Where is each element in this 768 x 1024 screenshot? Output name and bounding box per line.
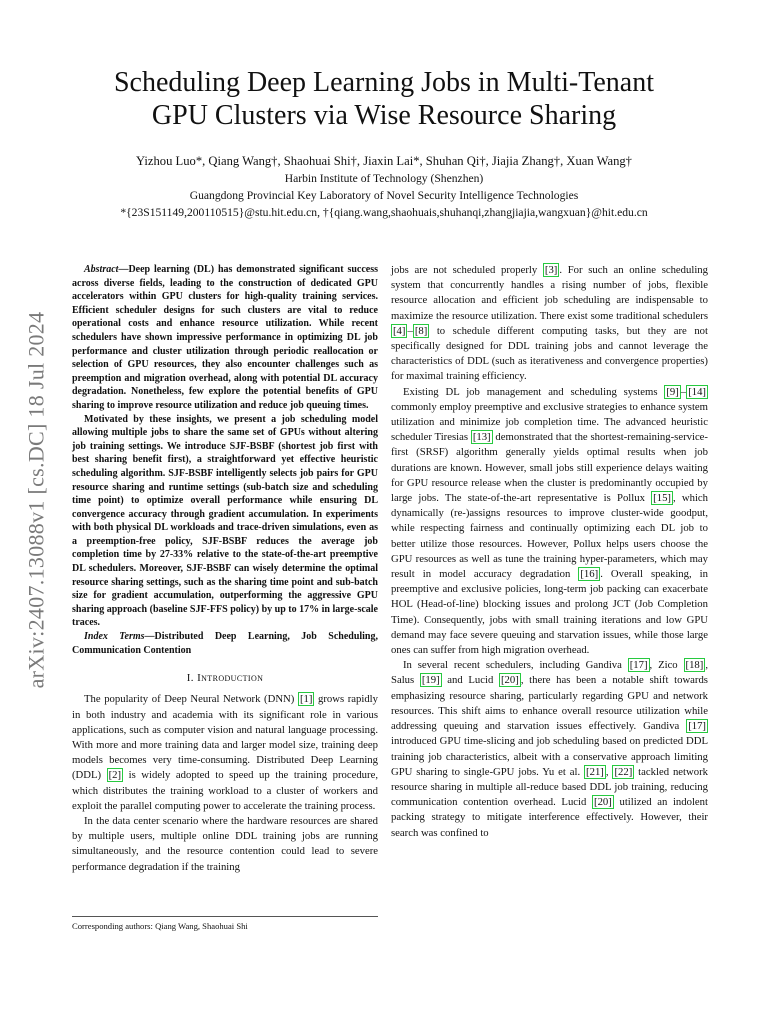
paper-title (60, 66, 708, 132)
intro-paragraph-2: In the data center scenario where the hardware resources are shared by multiple users, multiple online DDL training jobs are running simultaneously, and the resource contention could lead to severe performance degradation if the training (72, 815, 378, 873)
citation-link[interactable]: [3] (544, 264, 558, 276)
intro-paragraph-1: The popularity of Deep Neural Network (DNN) [1] grows rapidly in both industry and academia with its significant role in various applications, such as computer vision and natural language processing. With more and more training data and larger model size, training deep models becomes very time-consuming. Distributed Deep Learning (DDL) [2] is widely adopted to speed up the training procedure, which distributes the training workload to a cluster of workers and exploit the parallel computing power to accelerate the training process. (72, 693, 378, 812)
citation-link[interactable]: [18] (685, 659, 704, 672)
citation-link[interactable]: [16] (580, 568, 599, 581)
intro-paragraph-continued: jobs are not scheduled properly [3] . For such an online scheduling system that concurrently handles a rising number of jobs, flexible resource allocation and efficient job scheduling are indispensable to maximize the resource utilization. There exist some traditional schedulers [4] – [8] to schedule different computing tasks, but they are not specifically designed for DDL training jobs and cannot leverage the characteristics of DDL (such as iterativeness and convergence properties) for maximal training efficiency. (391, 264, 708, 383)
citation-link[interactable]: [13] (472, 431, 491, 444)
arxiv-identifier[interactable]: arXiv:2407.13088v1 [cs.DC] 18 Jul 2024 (23, 311, 49, 689)
title-line-1: Scheduling Deep Learning Jobs in Multi-Tenant (113, 67, 655, 98)
author-emails: *{23S151149,200110515}@stu.hit.edu.cn, †{qiang.wang,shaohuais,shuhanqi,zhangjiajia,wangxuan}@hit.edu.cn (120, 206, 648, 219)
citation-link[interactable]: [20] (501, 674, 519, 687)
citation-link[interactable]: [19] (421, 674, 440, 687)
abstract-label: Abstract (84, 264, 119, 275)
abstract (72, 263, 378, 657)
citation-link[interactable]: [4] (393, 324, 406, 337)
affiliation-1: Harbin Institute of Technology (Shenzhen) (284, 172, 484, 185)
abstract-paragraph-2: Motivated by these insights, we present a job scheduling model allowing multiple jobs to share the same set of GPUs without altering job training settings. We introduce SJF-BSBF (shortest job first with best sharing benefit first), a straightforward yet effective heuristic scheduling algorithm. SJF-BSBF intelligently selects job pairs for GPU resource sharing and runtime settings (sub-batch size and scheduling time point) to optimize overall performance while ensuring DL convergence accuracy through gradient accumulation. In experiments with both physical DL workloads and trace-driven simulations, even as a preemption-free policy, SJF-BSBF reduces the average job completion time by 27-33% relative to the state-of-the-art preemptive DL schedulers. Moreover, SJF-BSBF can wisely determine the optimal resource sharing settings, such as the sharing time point and sub-batch size for gradient accumulation, outperforming the aggressive GPU sharing approach (baseline SJF-FFS policy) by up to 17% in large-scale traces. (72, 413, 378, 629)
citation-link[interactable]: [20] (594, 796, 612, 809)
affiliation-2: Guangdong Provincial Key Laboratory of Novel Security Intelligence Technologies (189, 189, 579, 202)
citation-link[interactable]: [21] (586, 765, 604, 778)
index-terms-label: Index Terms (84, 631, 145, 643)
author-block (60, 153, 708, 221)
title-line-2: GPU Clusters via Wise Resource Sharing (151, 100, 617, 131)
citation-link[interactable]: [9] (666, 385, 679, 398)
abstract-paragraph-1: —Deep learning (DL) has demonstrated significant success across diverse fields, leading to the construction of dedicated GPU accelerators within GPU clusters for high-quality training services. Efficient scheduler designs for such clusters are vital to reduce operational costs and enhance resource utilization. While recent schedulers have shown impressive performance in optimizing DL job performance and cluster utilization through periodic reallocation or selection of GPU resources, they also encounter challenges such as preemption and migration overhead, along with potential DL accuracy degradation. Nonetheless, few explore the potential benefits of GPU sharing to improve resource utilization and reduce job queuing times. (72, 264, 378, 411)
section-number: I. (186, 672, 194, 685)
citation-link[interactable]: [15] (653, 492, 671, 505)
index-terms: —Distributed Deep Learning, Job Scheduling, Communication Contention (72, 631, 378, 656)
author-list: Yizhou Luo*, Qiang Wang†, Shaohuai Shi†, Jiaxin Lai*, Shuhan Qi†, Jiajia Zhang†, Xuan Wang† (136, 154, 632, 168)
citation-link[interactable]: [1] (299, 693, 313, 706)
left-column (72, 263, 378, 875)
section-heading-introduction (72, 671, 378, 686)
right-column (391, 263, 708, 841)
intro-paragraph-4: In several recent schedulers, including Gandiva [17] , Zico [18] , Salus [19] and Lucid [20] , there has been a notable shift towards emphasizing resource sharing, particularly regarding GPU and network resources. This shift aims to enhance overall resource utilization while addressing queuing and starvation issues effectively. Gandiva [17] introduced GPU time-slicing and job scheduling based on predicted DDL training job characteristics, albeit with a conservative approach limiting GPU sharing to single-GPU jobs. Yu et al. [21] , [22] tackled network resource sharing in multiple all-reduce based DDL job training, reducing communication contention overhead. Lucid [20] utilized an indolent packing strategy to mitigate interference effectively. However, their search was confined to (391, 659, 708, 839)
citation-link[interactable]: [2] (108, 769, 122, 782)
citation-link[interactable]: [8] (414, 324, 428, 337)
section-title: Introduction (197, 672, 264, 685)
citation-link[interactable]: [22] (614, 765, 633, 778)
arxiv-sidebar (20, 280, 52, 720)
corresponding-authors-note: Corresponding authors: Qiang Wang, Shaohuai Shi (72, 921, 248, 931)
citation-link[interactable]: [14] (688, 385, 706, 398)
footnote (72, 916, 378, 931)
intro-paragraph-3: Existing DL job management and scheduling systems [9] – [14] commonly employ preemptive and exclusive strategies to enhance system utilization and minimize job completion time. The advanced heuristic scheduler Tiresias [13] demonstrated that the shortest-remaining-service-first (SRSF) algorithm generally yields optimal results when job durations are known. However, small jobs still experience delays waiting for GPU resource release when the cluster is predominantly occupied by large jobs. The state-of-the-art representative is Pollux [15] , which dynamically (re-)assigns resources to improve cluster-wide goodput, while respecting fairness and continually optimizing each DL job to better utilize those resources. However, Pollux helps users choose the GPU resources as well as tune the training hyper-parameters, which may result in model accuracy degradation [16] . Overall speaking, in preemptive and exclusive policies, long-term job packing can exacerbate HOL (Head-of-line) blocking issues and prolong JCT (Job Completion Time). Consequently, jobs with small training iterations and low GPU demand may face severe queuing and starvation issues, while those large ones can suffer from high migration overhead. (391, 385, 709, 657)
citation-link[interactable]: [17] (629, 659, 648, 672)
citation-link[interactable]: [17] (688, 720, 706, 733)
